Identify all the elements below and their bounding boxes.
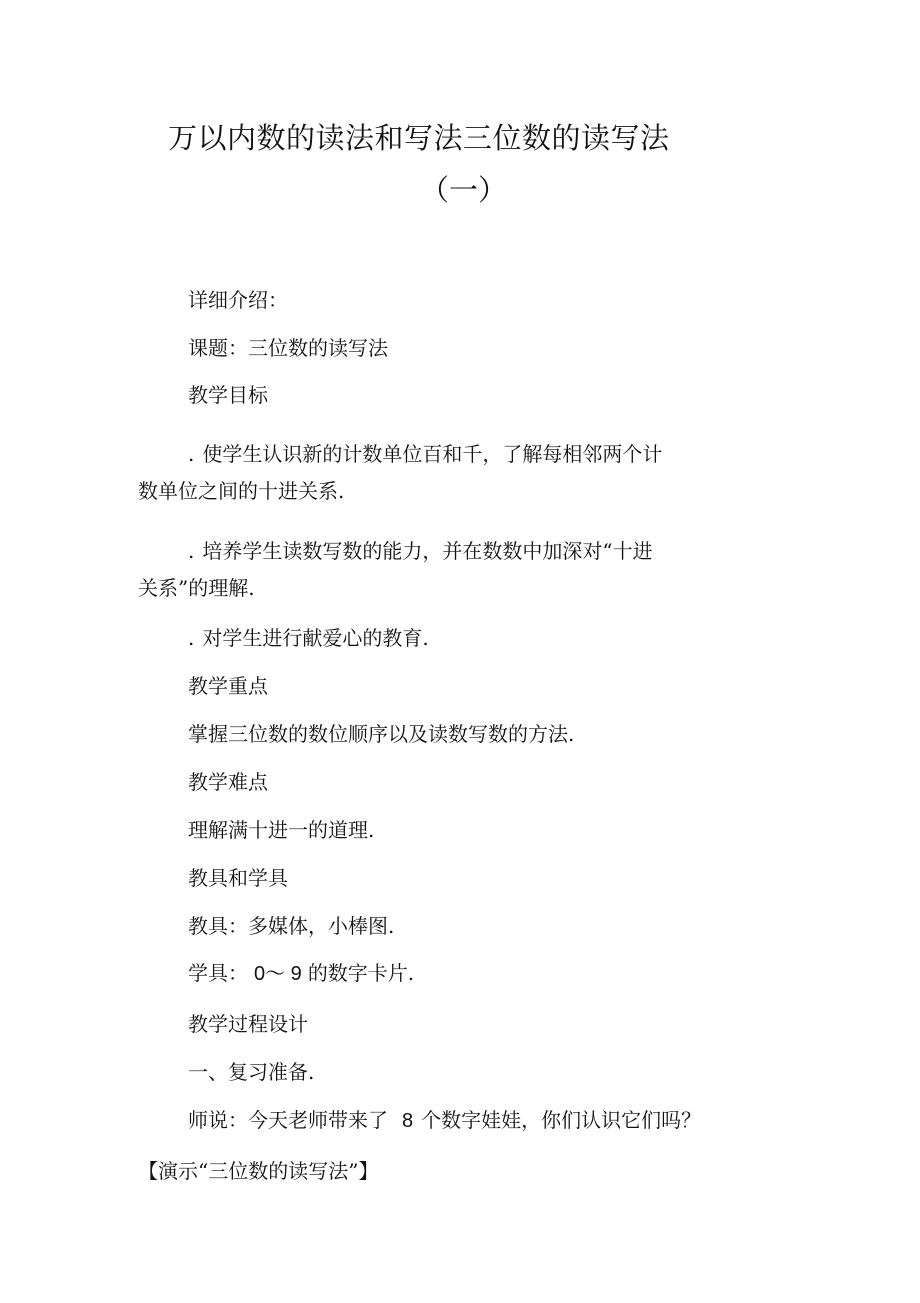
teacher-says-number: 8 [402, 1110, 414, 1132]
objective-3 [188, 624, 429, 652]
objective-1-text: 使学生认识新的计数单位百和千，了解每相邻两个计 [202, 442, 663, 466]
teacher-says-suffix: 个数字娃娃，你们认识它们吗？ [421, 1108, 702, 1132]
process-heading: 教学过程设计 [188, 1012, 308, 1036]
student-tools [188, 959, 414, 988]
step-1: 一、复习准备. [188, 1060, 315, 1084]
objective-2-line-1 [188, 537, 653, 565]
student-tools-text: 的数字卡片. [307, 961, 415, 985]
teacher-says-prefix: 师说：今天老师带来了 [188, 1108, 388, 1132]
bullet-dot: . [188, 539, 195, 563]
objective-3-text: 对学生进行献爱心的教育. [202, 626, 429, 650]
objective-2-line-2: 关系”的理解. [138, 576, 255, 600]
key-points-heading: 教学重点 [188, 674, 268, 698]
objectives-heading: 教学目标 [188, 383, 268, 407]
demo-line: 【演示“三位数的读写法”】 [138, 1159, 379, 1183]
intro-label: 详细介绍： [188, 288, 288, 312]
student-tools-range: 0～ 9 [254, 963, 302, 985]
bullet-dot: . [188, 442, 195, 466]
objective-1-line-2: 数单位之间的十进关系. [138, 479, 345, 503]
teacher-tools: 教具：多媒体，小棒图. [188, 914, 395, 938]
key-points-text: 掌握三位数的数位顺序以及读数写数的方法. [188, 722, 575, 746]
teacher-says [188, 1106, 701, 1135]
page-subtitle: （一） [420, 173, 508, 207]
student-tools-label: 学具： [188, 961, 248, 985]
objective-1-line-1 [188, 440, 662, 468]
difficulties-text: 理解满十进一的道理. [188, 818, 375, 842]
tools-heading: 教具和学具 [188, 866, 288, 890]
difficulties-heading: 教学难点 [188, 770, 268, 794]
page-title: 万以内数的读法和写法三位数的读写法 [168, 121, 670, 155]
topic-line: 课题：三位数的读写法 [188, 336, 388, 360]
objective-2-text: 培养学生读数写数的能力，并在数数中加深对“十进 [202, 539, 653, 563]
bullet-dot: . [188, 626, 195, 650]
